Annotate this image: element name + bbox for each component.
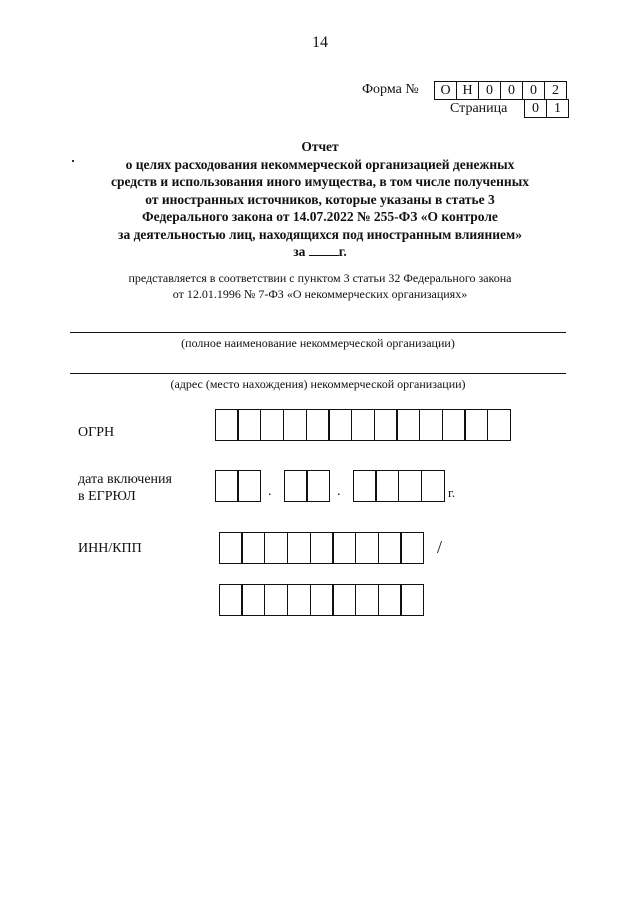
page-code-cell: 0 (524, 99, 547, 118)
inn-cell[interactable] (219, 532, 243, 564)
date-month-cell[interactable] (306, 470, 330, 502)
legal-basis (70, 270, 570, 302)
kpp-cell[interactable] (219, 584, 243, 616)
date-year-cell[interactable] (421, 470, 445, 502)
inn-cell[interactable] (355, 532, 379, 564)
period-prefix: за (293, 244, 306, 259)
kpp-cell[interactable] (400, 584, 424, 616)
date-separator: . (337, 484, 341, 499)
form-code-cell: 0 (478, 81, 501, 100)
date-year-cell[interactable] (398, 470, 422, 502)
page-code-cell: 1 (546, 99, 569, 118)
form-code-cell: 2 (544, 81, 567, 100)
ogrn-cell[interactable] (487, 409, 511, 441)
org-name-field[interactable] (70, 332, 566, 333)
inn-cell[interactable] (310, 532, 334, 564)
date-year-boxes[interactable] (354, 470, 445, 502)
date-day-cell[interactable] (237, 470, 261, 502)
ogrn-cell[interactable] (215, 409, 239, 441)
form-number-label: Форма № (362, 82, 419, 97)
inn-cell[interactable] (287, 532, 311, 564)
org-address-field[interactable] (70, 373, 566, 374)
ogrn-cell[interactable] (464, 409, 488, 441)
kpp-cell[interactable] (241, 584, 265, 616)
date-day-cell[interactable] (215, 470, 239, 502)
form-code-cell: 0 (500, 81, 523, 100)
kpp-cell[interactable] (264, 584, 288, 616)
ogrn-cell[interactable] (351, 409, 375, 441)
date-year-cell[interactable] (353, 470, 377, 502)
ogrn-cell[interactable] (374, 409, 398, 441)
title-line: средств и использования иного имущества, в том числе полученных (110, 174, 529, 189)
ogrn-cell[interactable] (260, 409, 284, 441)
date-year-cell[interactable] (375, 470, 399, 502)
inn-cell[interactable] (241, 532, 265, 564)
kpp-cell[interactable] (332, 584, 356, 616)
ogrn-cell[interactable] (306, 409, 330, 441)
inn-cell[interactable] (264, 532, 288, 564)
form-code-cell: О (434, 81, 457, 100)
legal-basis-line: от 12.01.1996 № 7-ФЗ «О некоммерческих организациях» (172, 287, 468, 301)
kpp-cell[interactable] (378, 584, 402, 616)
report-title (60, 138, 580, 261)
inn-boxes[interactable] (220, 532, 424, 564)
date-month-boxes[interactable] (285, 470, 330, 502)
title-line: за деятельностью лиц, находящихся под иностранным влиянием» (118, 226, 522, 242)
inn-kpp-label: ИНН/КПП (78, 541, 142, 556)
year-blank[interactable] (309, 243, 339, 256)
ogrn-cell[interactable] (237, 409, 261, 441)
ogrn-cell[interactable] (419, 409, 443, 441)
title-line: о целях расходования некоммерческой организацией денежных (125, 156, 515, 172)
date-day-boxes[interactable] (216, 470, 261, 502)
title-line: Отчет (301, 139, 339, 154)
inn-kpp-separator: / (437, 537, 443, 557)
inn-cell[interactable] (400, 532, 424, 564)
ogrn-label: ОГРН (78, 425, 115, 440)
form-code-cell: Н (456, 81, 479, 100)
org-address-caption: (адрес (место нахождения) некоммерческой организации) (170, 377, 466, 391)
legal-basis-line: представляется в соответствии с пунктом 3 статьи 32 Федерального закона (128, 271, 512, 285)
kpp-cell[interactable] (287, 584, 311, 616)
ogrn-cell[interactable] (283, 409, 307, 441)
egrul-date-label (78, 471, 172, 505)
page-label: Страница (450, 101, 508, 116)
report-period (60, 243, 580, 261)
page-code-boxes (525, 99, 569, 118)
title-line: Федерального закона от 14.07.2022 № 255-ФЗ «О контроле (142, 209, 498, 224)
date-month-cell[interactable] (284, 470, 308, 502)
org-name-caption: (полное наименование некоммерческой организации) (181, 336, 455, 350)
egrul-date-label-line: в ЕГРЮЛ (78, 489, 136, 504)
kpp-cell[interactable] (355, 584, 379, 616)
ogrn-cell[interactable] (328, 409, 352, 441)
ogrn-cell[interactable] (442, 409, 466, 441)
ogrn-cell[interactable] (396, 409, 420, 441)
inn-cell[interactable] (332, 532, 356, 564)
form-code-cell: 0 (522, 81, 545, 100)
inn-cell[interactable] (378, 532, 402, 564)
kpp-boxes[interactable] (220, 584, 424, 616)
kpp-cell[interactable] (310, 584, 334, 616)
egrul-date-label-line: дата включения (78, 472, 172, 487)
date-separator: . (268, 484, 272, 499)
date-year-suffix: г. (448, 485, 456, 500)
title-line: от иностранных источников, которые указаны в статье 3 (145, 191, 495, 207)
ogrn-boxes[interactable] (216, 409, 511, 441)
period-suffix: г. (338, 244, 347, 259)
page-number: 14 (312, 34, 328, 51)
form-code-boxes (435, 81, 567, 100)
